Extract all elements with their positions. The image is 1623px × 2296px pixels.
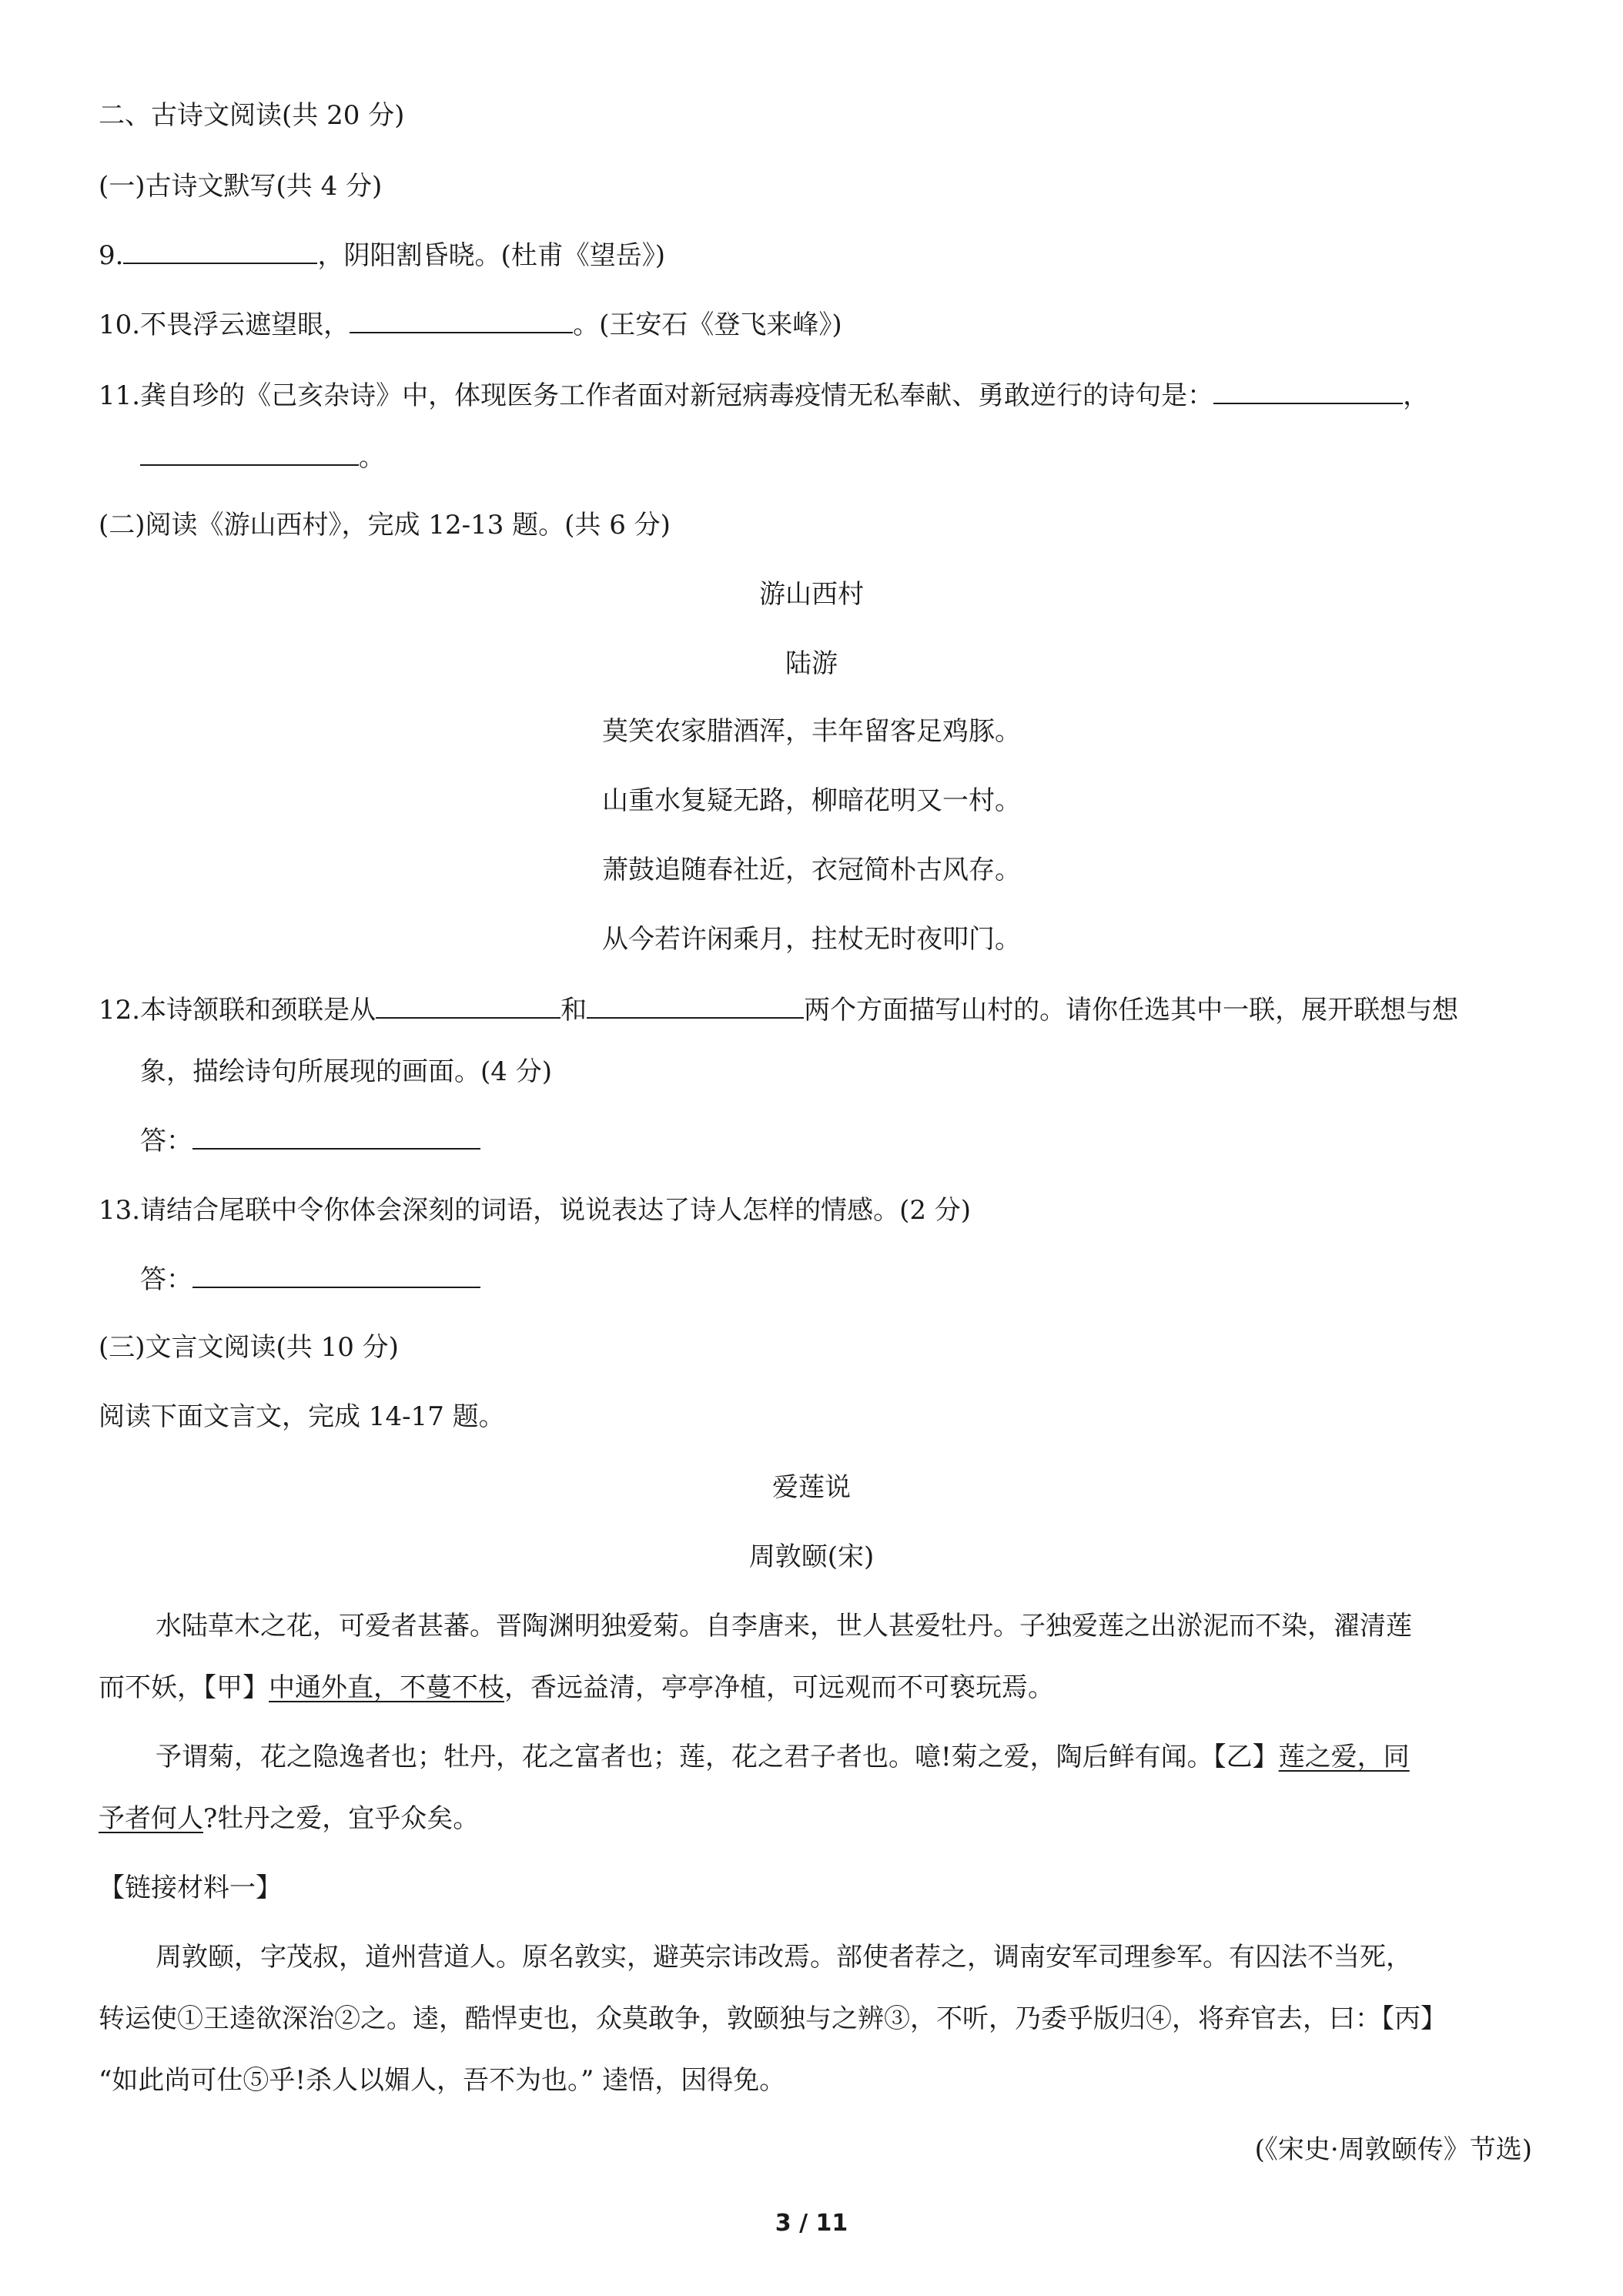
answer-line-12 — [140, 1124, 480, 1158]
page-number: 3 / 11 — [775, 2210, 848, 2237]
essay-title: 爱莲说 — [772, 1472, 851, 1503]
part3-title: (三)文言文阅读(共 10 分) — [99, 1332, 399, 1363]
question-10 — [99, 308, 842, 342]
part3-instruction: 阅读下面文言文，完成 14-17 题。 — [99, 1401, 505, 1432]
essay-text: 予谓菊，花之隐逸者也；牡丹，花之富者也；莲，花之君子者也。噫!菊之爱，陶后鲜有闻。【乙】 — [156, 1742, 1279, 1772]
q12-blank-2[interactable] — [587, 994, 804, 1019]
essay-author: 周敦颐(宋) — [748, 1541, 875, 1572]
poem-author: 陆游 — [785, 648, 838, 679]
poem-line: 萧鼓追随春社近，衣冠简朴古风存。 — [602, 855, 1021, 885]
link-material-line: 周敦颐，字茂叔，道州营道人。原名敦实，避英宗讳改焉。部使者荐之，调南安军司理参军。有囚法不当死， — [156, 1942, 1412, 1973]
link-material-title: 【链接材料一】 — [99, 1873, 282, 1903]
essay-paragraph-1: 水陆草木之花，可爱者甚蕃。晋陶渊明独爱菊。自李唐来，世人甚爱牡丹。子独爱莲之出淤泥而不染，濯清莲 — [156, 1611, 1412, 1642]
part1-title: (一)古诗文默写(共 4 分) — [99, 171, 383, 202]
q10-text-before: 10.不畏浮云遮望眼， — [99, 310, 350, 340]
answer-line-13 — [140, 1263, 480, 1297]
q9-number: 9. — [99, 240, 124, 271]
answer-label: 答： — [140, 1126, 192, 1156]
essay-paragraph-2 — [156, 1740, 1410, 1774]
underlined-sentence-jia: 中通外直，不蔓不枝 — [269, 1672, 504, 1703]
link-material-line: “如此尚可仕⑤乎!杀人以媚人，吾不为也。” 逵悟，因得免。 — [99, 2065, 786, 2096]
q10-text-after: 。(王安石《登飞来峰》) — [573, 310, 842, 340]
essay-text: ?牡丹之爱，宜乎众矣。 — [203, 1803, 480, 1834]
question-12 — [99, 993, 1458, 1027]
q11-end: 。 — [359, 442, 385, 473]
answer-label: 答： — [140, 1264, 192, 1295]
underlined-sentence-yi-cont: 予者何人 — [99, 1803, 203, 1834]
source-citation: (《宋史·周敦颐传》节选) — [1254, 2134, 1532, 2165]
question-11 — [99, 379, 1429, 413]
label-jia: 而不妖，【甲】 — [99, 1672, 269, 1703]
answer-blank-12[interactable] — [192, 1125, 480, 1150]
question-9 — [99, 239, 665, 273]
poem-title: 游山西村 — [759, 579, 864, 610]
essay-text: ，香远益清，亭亭净植，可远观而不可亵玩焉。 — [504, 1672, 1054, 1703]
q11-blank-1[interactable] — [1213, 380, 1403, 404]
underlined-sentence-yi: 莲之爱，同 — [1278, 1742, 1410, 1772]
q11-blank-2[interactable] — [140, 441, 359, 466]
q11-comma: ， — [1403, 380, 1430, 411]
part2-title: (二)阅读《游山西村》，完成 12-13 题。(共 6 分) — [99, 510, 671, 541]
poem-line: 山重水复疑无路，柳暗花明又一村。 — [602, 785, 1021, 816]
poem-line: 从今若许闲乘月，拄杖无时夜叩门。 — [602, 924, 1021, 955]
q12-text-a: 12.本诗颔联和颈联是从 — [99, 995, 376, 1026]
q9-blank[interactable] — [123, 239, 317, 264]
essay-paragraph-1-line2 — [99, 1671, 1054, 1705]
section-title: 二、古诗文阅读(共 20 分) — [99, 100, 405, 131]
answer-blank-13[interactable] — [192, 1263, 480, 1288]
question-13: 13.请结合尾联中令你体会深刻的词语，说说表达了诗人怎样的情感。(2 分) — [99, 1195, 972, 1226]
poem-line: 莫笑农家腊酒浑，丰年留客足鸡豚。 — [602, 716, 1021, 747]
link-material-line: 转运使①王逵欲深治②之。逵，酷悍吏也，众莫敢争，敦颐独与之辨③，不听，乃委乎版归④，将弃官去，曰：【丙】 — [99, 2003, 1447, 2034]
q12-blank-1[interactable] — [376, 994, 561, 1019]
q10-blank[interactable] — [350, 309, 573, 333]
q9-text: ，阴阳割昏晓。(杜甫《望岳》) — [317, 240, 665, 271]
question-11-line2 — [140, 440, 385, 474]
essay-paragraph-2-line2 — [99, 1802, 479, 1836]
q12-text-b: 和 — [561, 995, 587, 1026]
q11-text: 11.龚自珍的《己亥杂诗》中，体现医务工作者面对新冠病毒疫情无私奉献、勇敢逆行的诗句是： — [99, 380, 1214, 411]
q12-text-c: 两个方面描写山村的。请你任选其中一联，展开联想与想 — [804, 995, 1459, 1026]
question-12-line2: 象，描绘诗句所展现的画面。(4 分) — [140, 1056, 552, 1087]
